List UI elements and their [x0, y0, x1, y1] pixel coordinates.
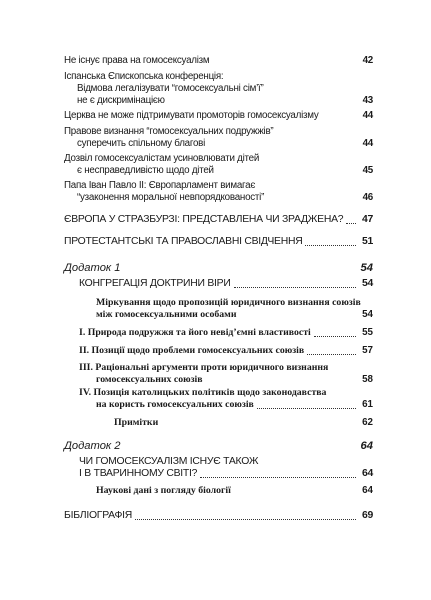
- toc-section-page: 69: [361, 510, 373, 521]
- toc-subentry-page: 64: [362, 485, 373, 496]
- toc-appendix-title: Додаток 2: [64, 440, 121, 452]
- toc-appendix-page: 64: [360, 440, 373, 452]
- toc-entry-spanish-conference: [77, 95, 373, 107]
- toc-entry-page: 64: [361, 468, 373, 479]
- toc-section-page: 51: [361, 236, 373, 247]
- toc-subentry-catholic-politicians-line1: IV. Позиція католицьких політиків щодо законодавства: [79, 387, 327, 398]
- toc-subentry-page: 62: [362, 417, 373, 428]
- toc-section-title: ЄВРОПА У СТРАЗБУРЗІ: ПРЕДСТАВЛЕНА ЧИ ЗРАДЖЕНА?: [64, 214, 344, 225]
- toc-entry-page: 46: [362, 192, 373, 203]
- toc-appendix-1: [64, 262, 373, 274]
- toc-entry-title: Не існує права на гомосексуалізм: [64, 55, 210, 66]
- toc-entry-legal-recognition: [77, 138, 373, 150]
- toc-subentry-considerations: [96, 309, 373, 321]
- toc-subentry-nature-of-marriage: [79, 327, 373, 339]
- toc-entry-title: І В ТВАРИННОМУ СВІТІ?: [79, 468, 198, 479]
- toc-entry-pope-line1: Папа Іван Павло II: Європарламент вимагає: [64, 180, 256, 191]
- toc-entry-church-cannot-support: [64, 110, 373, 122]
- toc-appendix-2: [64, 440, 373, 452]
- toc-entry-page: 43: [362, 95, 373, 106]
- toc-entry-title: “узаконення моральної невпорядкованості”: [77, 192, 265, 203]
- toc-subentry-considerations-line1: Міркування щодо пропозицій юридичного визнання союзів: [96, 297, 361, 308]
- toc-subentry-catholic-politicians: [96, 399, 373, 411]
- toc-subentry-title: між гомосексуальними особами: [96, 309, 237, 320]
- toc-section-europe-strasbourg: [64, 214, 373, 226]
- toc-subentry-page: 58: [362, 374, 373, 385]
- toc-entry-page: 45: [362, 165, 373, 176]
- toc-entry-spanish-conference-line2: Відмова легалізувати “гомосексуальні сім’ї”: [77, 83, 264, 94]
- toc-entry-page: 42: [362, 55, 373, 66]
- toc-subentry-notes: [114, 417, 373, 429]
- toc-subentry-rational-arguments: [96, 374, 373, 386]
- toc-entry-adoption: [77, 165, 373, 177]
- toc-subentry-title: II. Позиції щодо проблеми гомосексуальних союзів: [79, 345, 305, 356]
- toc-subentry-title: Примітки: [114, 417, 159, 428]
- toc-section-bibliography: [64, 510, 373, 522]
- toc-entry-title: є несправедливістю щодо дітей: [77, 165, 214, 176]
- toc-subentry-title: Наукові дані з погляду біології: [96, 485, 231, 496]
- toc-section-title: БІБЛІОГРАФІЯ: [64, 510, 133, 521]
- toc-entry-animal-world: [79, 468, 373, 480]
- toc-entry-congregation: [79, 278, 373, 290]
- toc-entry-title: Церква не може підтримувати промоторів гомосексуалізму: [64, 110, 319, 121]
- toc-subentry-page: 57: [362, 345, 373, 356]
- toc-entry-animal-world-line1: ЧИ ГОМОСЕКСУАЛІЗМ ІСНУЄ ТАКОЖ: [79, 456, 259, 467]
- toc-subentry-title: на користь гомосексуальних союзів: [96, 399, 254, 410]
- toc-appendix-page: 54: [360, 262, 373, 274]
- toc-subentry-page: 54: [362, 309, 373, 320]
- toc-subentry-title: гомосексуальних союзів: [96, 374, 203, 385]
- toc-subentry-page: 55: [362, 327, 373, 338]
- toc-subentry-title: I. Природа подружжя та його невідʼємні властивості: [79, 327, 311, 338]
- toc-entry-title: суперечить спільному благові: [77, 138, 206, 149]
- toc-subentry-rational-arguments-line1: III. Раціональні аргументи проти юридичного визнання: [79, 362, 329, 373]
- toc-entry-spanish-conference-line1: Іспанська Єпископська конференція:: [64, 71, 224, 82]
- toc-section-title: ПРОТЕСТАНТСЬКІ ТА ПРАВОСЛАВНІ СВІДЧЕННЯ: [64, 236, 303, 247]
- toc-section-protestant-orthodox: [64, 236, 373, 248]
- toc-appendix-title: Додаток 1: [64, 262, 121, 274]
- toc-entry-page: 44: [362, 110, 373, 121]
- toc-subentry-page: 61: [362, 399, 373, 410]
- toc-entry-page: 54: [361, 278, 373, 289]
- toc-entry-legal-recognition-line1: Правове визнання “гомосексуальних подружжів”: [64, 126, 274, 137]
- toc-entry-title: не є дискримінацією: [77, 95, 165, 106]
- toc-entry-adoption-line1: Дозвіл гомосексуалістам усиновлювати дітей: [64, 153, 260, 164]
- toc-entry-title: КОНГРЕГАЦІЯ ДОКТРИНИ ВІРИ: [79, 278, 231, 289]
- toc-entry-page: 44: [362, 138, 373, 149]
- toc-entry-no-right-to-homosexualism: [64, 55, 373, 67]
- toc-entry-pope: [77, 192, 373, 204]
- toc-subentry-scientific-data: [96, 485, 373, 497]
- toc-section-page: 47: [361, 214, 373, 225]
- toc-subentry-positions: [79, 345, 373, 357]
